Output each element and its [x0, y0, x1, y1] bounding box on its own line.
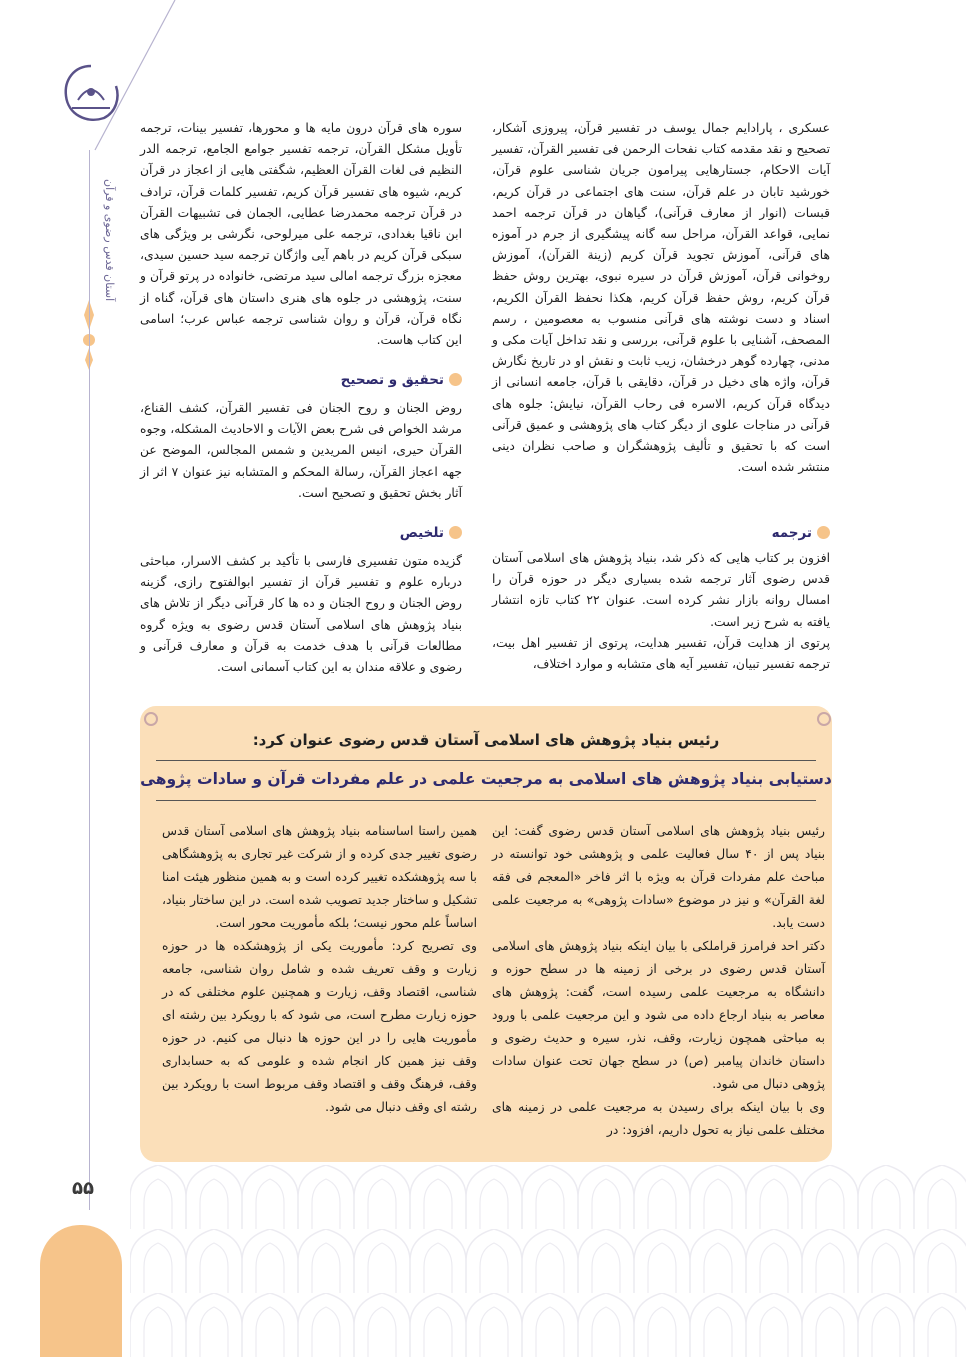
- paragraph: سوره های قرآن درون مایه ها و محورها، تفسیر بینات، ترجمه تأویل مشکل القرآن، ترجمه تفسیر جوامع الجامع، ترجمه الدر النظیم فی لغات القرآن العظیم، شگفتی هایی از اعجاز در قرآن کریم، شیوه های تفسیر قرآن کریم، تفسیر کلمات قرآن، ترادف در قرآن ترجمه محمدرضا عطایی، الجمان فی تشبیهات القرآن ابن ناقیا بغدادی، ترجمه علی میرلوحی، نگرشی بر ویژگی های سبکی قرآن کریم در باهم آیی واژگان ترجمه سید حسین سیدی، معجزه بزرگ ترجمه امالی سید مرتضی، خانواده در پرتو قرآن و سنت، پژوهشی در جلوه های هنری داستان های قرآن، گناه از نگاه قرآن، قرآن و روان شناسی ترجمه عباس عرب؛ اسامی این کتاب هاست.: [140, 121, 462, 348]
- right-column-text: [492, 118, 830, 478]
- paragraph: عسکری ، پارادایم جمال یوسف در تفسیر قرآن، پیروزی آشکار، تصحیح و نقد مقدمه کتاب نفحات الرحمن فی تفسیر القرآن، تفسیر آیات الاحکام، جستارهایی پیرامون جریان شناسی علوم قرآن، خورشید تابان در علم قرآن، سنت های اجتماعی در قرآن کریم، قبسات (انوار از معارف قرآنی)، گیاهان در قرآن ترجمه احمد نمایی، قواعد القرآن، مراحل سه گانه پیشگیری از جرم در آموزه های قرآنی، آموزش تجوید قرآن کریم (زینة القرآن)، آموزش روخوانی قرآن، آموزش قرآن در سیره نبوی، بهترین روش حفظ قرآن کریم، روش حفظ قرآن کریم، هکذا نحفظ القرآن الکریم، اسناد و دست نوشته های قرآنی منسوب به معصومین ، رسم المصحف، آشنایی با علوم قرآنی، بررسی و نقد تداخل آیات مکی و مدنی، چهارده گوهر درخشان، زیب ثابت و نقش او در تاریخ نگارش قرآن، واژه های دخیل در قرآن، دقایقی با قرآن، جامعه انسانی از دیدگاه قرآن کریم، الاسره فی رحاب القرآن، نیایش: جلوه های قرآنی در مناجات علوی از دیگر کتاب های پژوهشی و عمیق قرآنی است که با تحقیق و تألیف پژوهشگران و صاحب نظران دینی منتشر شده است.: [492, 121, 830, 475]
- bottom-pattern-decoration: [130, 1165, 966, 1357]
- paragraph: وی با بیان اینکه برای رسیدن به مرجعیت علمی در زمینه های مختلف علمی نیاز به تحول داریم، افزود: در: [492, 1100, 825, 1137]
- box-corner-ornament-icon: [817, 712, 831, 726]
- paragraph: گزیده متون تفسیری فارسی با تأکید بر کشف الاسرار، مباحثی درباره علوم و تفسیر قرآن از تفسیر ابوالفتوح رازی، گزینه روض الجنان و روح الجنان و ده ها کار قرآنی دیگر از تلاش های بنیاد پژوهش های اسلامی آستان قدس رضوی به ویژه گروه مطالعات قرآنی با هدف خدمت به قرآن و معارف قرآنی و رضوی و علاقه مندان به این کتاب آسمانی است.: [140, 554, 462, 675]
- left-column-text: [140, 118, 462, 351]
- divider: [156, 800, 816, 801]
- section-heading-talkhis: تلخیص: [400, 525, 462, 541]
- paragraph: روض الجنان و روح الجنان فی تفسیر القرآن، کشف القناع، مرشد الخواص فی شرح بعض الآیات و الاحادیث المشکله، وجوه القرآن حیری، انیس المریدین و شمس المجالس، الموضح عن جهه اعجاز القرآن، رسالة المحکم و المتشابه نیز عنوان ۷ اثر از آثار بخش تحقیق و تصحیح است.: [140, 401, 463, 500]
- paragraph: رئیس بنیاد پژوهش های اسلامی آستان قدس رضوی گفت: این بنیاد پس از ۴۰ سال فعالیت علمی و پژوهشی خود توانسته در مباحث علم مفردات قرآن به ویژه با اثر فاخر «المعجم فی فقه لغة القرآن» و نیز در موضوع «سادات پژوهی» به مرجعیت علمی دست یابد.: [492, 824, 825, 930]
- bullet-dot-icon: [449, 373, 462, 386]
- bottom-decorative-tab: [40, 1225, 122, 1357]
- tarjome-text: [492, 548, 830, 675]
- box-corner-ornament-icon: [144, 712, 158, 726]
- box-title: رئیس بنیاد پژوهش های اسلامی آستان قدس رضوی عنوان کرد:: [252, 731, 720, 749]
- left-margin: [0, 0, 125, 1357]
- side-caption: آستان قدس رضوی و قرآن: [103, 178, 116, 302]
- section-heading-tahqiq: تحقیق و تصحیح: [341, 372, 462, 388]
- section-heading-tarjome: ترجمه: [772, 525, 830, 541]
- bullet-dot-icon: [449, 526, 462, 539]
- paragraph: وی تصریح کرد: مأموریت یکی از پژوهشکده ها در حوزه زیارت و وقف تعریف شده و شامل روان شناسی، جامعه شناسی، اقتصاد وقف، زیارت و همچنین علوم مختلفی که در حوزه زیارت مطرح است، می شود که با رویکرد بین رشته ای مأموریت هایی را در این حوزه ها دنبال می کنیم. در حوزه وقف نیز همین کار انجام شده و علومی که به حسابداری وقف، فرهنگ وقف و اقتصاد وقف مربوط است با رویکرد بین رشته ای وقف دنبال می شود.: [162, 939, 477, 1114]
- margin-vertical-line: [89, 150, 90, 1210]
- paragraph: همین راستا اساسنامه بنیاد پژوهش های اسلامی آستان قدس رضوی تغییر جدی کرده و از شرکت غیر تجاری به پژوهشگاهی با سه پژوهشکده تغییر کرده است و به همین منظور هیئت امنا تشکیل و ساختار جدید تصویب شده است. در این ساختار بنیاد، اساساً علم محور نیست؛ بلکه مأموریت محور است.: [162, 824, 477, 930]
- magazine-logo-icon: [58, 62, 124, 128]
- page-number: ۵۵: [72, 1178, 94, 1199]
- box-subtitle: دستیابی بنیاد پژوهش های اسلامی به مرجعیت علمی در علم مفردات قرآن و سادات پژوهی: [140, 770, 832, 788]
- bullet-dot-icon: [817, 526, 830, 539]
- paragraph: دکتر احد فرامرز قراملکی با بیان اینکه بنیاد پژوهش های اسلامی آستان قدس رضوی در برخی از زمینه ها در سطح حوزه و دانشگاه به مرجعیت علمی رسیده است، گفت: پژوهش های معاصر به بنیاد ارجاع داده می شود و این مرجعیت علمی با ورود به مباحثی همچون زیارت، وقف، نذر، سیره و حدیث رضوی و داستان خاندان پیامبر (ص) در سطح جهان تحت عنوان سادات پژوهی دنبال می شود.: [492, 939, 825, 1091]
- paragraph: پرتوی از هدایت قرآن، تفسیر هدایت، پرتوی از تفسیر اهل بیت، ترجمه تفسیر تبیان، تفسیر آیه های متشابه و موارد اختلاف،: [492, 635, 830, 672]
- tahqiq-text: [140, 398, 462, 504]
- divider: [156, 760, 816, 761]
- paragraph: افزون بر کتاب هایی که ذکر شد، بنیاد پژوهش های اسلامی آستان قدس رضوی آثار ترجمه شده بسیاری دیگر در حوزه قرآن را امسال روانه بازار نشر کرده است. عنوان ۲۲ کتاب تازه انتشار یافته به شرح زیر است.: [492, 551, 830, 629]
- box-right-column: [492, 820, 825, 1142]
- talkhis-text: [140, 551, 462, 678]
- box-left-column: [162, 820, 477, 1119]
